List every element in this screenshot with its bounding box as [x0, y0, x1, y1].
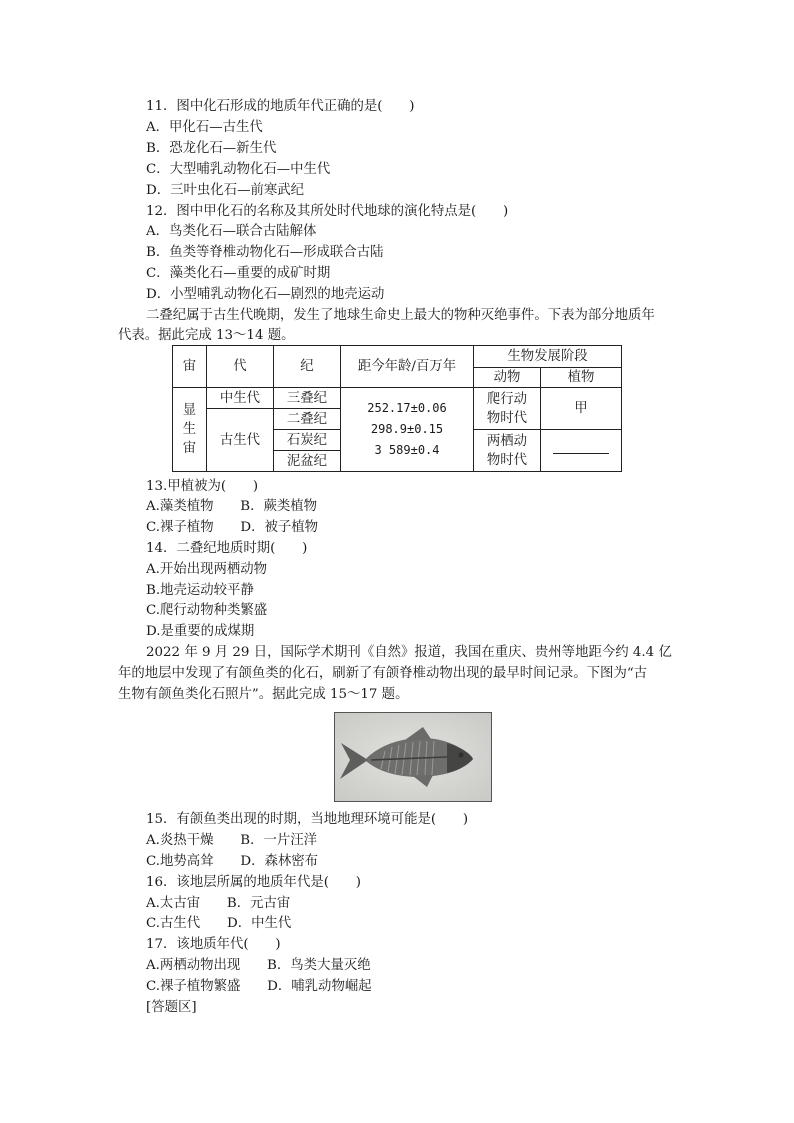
- plant-blank: [541, 430, 622, 472]
- question-11-option-c: C．大型哺乳动物化石—中生代: [146, 162, 331, 177]
- question-15-options-ab: A.炎热干燥 B．一片汪洋: [146, 833, 318, 848]
- animal-reptile-age: [474, 388, 541, 430]
- animal-amphibian-age: [474, 430, 541, 472]
- intro-paragraph-1-line-2: 代表。据此完成 13～14 题。: [118, 328, 295, 343]
- question-11-stem: 11．图中化石形成的地质年代正确的是( ): [146, 99, 415, 114]
- intro-paragraph-2-line-2: 年的地层中发现了有颌鱼类的化石，刷新了有颌脊椎动物出现的最早时间记录。下图为“古: [118, 666, 648, 681]
- question-17-options-cd: C.裸子植物繁盛 D．哺乳动物崛起: [146, 979, 372, 994]
- question-13-options-cd: C.裸子植物 D．被子植物: [146, 520, 319, 535]
- header-plant: 植物: [541, 368, 622, 388]
- question-13-stem: 13.甲植被为( ): [146, 479, 259, 494]
- header-era: 代: [207, 346, 274, 388]
- era-paleozoic: 古生代: [207, 409, 274, 472]
- question-14-option-b: B.地壳运动较平静: [146, 583, 254, 598]
- answer-area-label: [答题区]: [146, 1000, 197, 1015]
- question-15-options-cd: C.地势高耸 D．森林密布: [146, 854, 319, 869]
- intro-paragraph-1-line-1: 二叠纪属于古生代晚期，发生了地球生命史上最大的物种灭绝事件。下表为部分地质年: [146, 308, 655, 323]
- question-12-option-a: A．鸟类化石—联合古陆解体: [146, 224, 317, 239]
- age-value-2: 298.9±0.15: [370, 422, 444, 436]
- fish-fossil-photo: [334, 712, 492, 802]
- plant-jia: 甲: [541, 388, 622, 430]
- eon-char-2: 生: [182, 422, 197, 437]
- period-permian: 二叠纪: [274, 409, 341, 430]
- eon-cell: [173, 388, 207, 472]
- question-14-option-c: C.爬行动物种类繁盛: [146, 603, 268, 618]
- intro-paragraph-2-line-1: 2022 年 9 月 29 日，国际学术期刊《自然》报道，我国在重庆、贵州等地距今约 4.4 亿: [146, 645, 672, 660]
- plant-blank-line: [553, 441, 609, 454]
- question-16-stem: 16．该地层所属的地质年代是( ): [146, 875, 361, 890]
- eon-char-3: 宙: [182, 441, 197, 456]
- question-16-options-cd: C.古生代 D．中生代: [146, 916, 292, 931]
- animal-reptile-line-1: 爬行动: [486, 391, 528, 407]
- question-11-option-a: A．甲化石—古生代: [146, 120, 263, 135]
- question-17-options-ab: A.两栖动物出现 B．鸟类大量灭绝: [146, 958, 371, 973]
- intro-paragraph-2-line-3: 生物有颌鱼类化石照片”。据此完成 15～17 题。: [118, 687, 409, 702]
- question-14-option-d: D.是重要的成煤期: [146, 624, 255, 639]
- period-carboniferous: 石炭纪: [274, 430, 341, 451]
- question-17-stem: 17．该地质年代( ): [146, 937, 281, 952]
- question-12-option-c: C．藻类化石—重要的成矿时期: [146, 266, 331, 281]
- header-animal: 动物: [474, 368, 541, 388]
- question-14-option-a: A.开始出现两栖动物: [146, 562, 268, 577]
- animal-amphibian-line-2: 物时代: [486, 452, 528, 468]
- animal-amphibian-line-1: 两栖动: [486, 433, 528, 449]
- question-13-options-ab: A.藻类植物 B．蕨类植物: [146, 499, 318, 514]
- era-mesozoic: 中生代: [207, 388, 274, 409]
- geologic-time-table: [172, 345, 622, 472]
- question-12-option-b: B．鱼类等脊椎动物化石—形成联合古陆: [146, 245, 384, 260]
- eon-char-1: 显: [182, 403, 197, 418]
- question-15-stem: 15．有颌鱼类出现的时期，当地地理环境可能是( ): [146, 812, 469, 827]
- age-cell: [341, 388, 474, 472]
- header-eon: 宙: [173, 346, 207, 388]
- period-devonian: 泥盆纪: [274, 451, 341, 472]
- question-11-option-b: B．恐龙化石—新生代: [146, 141, 277, 156]
- header-period: 纪: [274, 346, 341, 388]
- question-12-option-d: D．小型哺乳动物化石—剧烈的地壳运动: [146, 287, 385, 302]
- period-triassic: 三叠纪: [274, 388, 341, 409]
- animal-reptile-line-2: 物时代: [486, 410, 528, 426]
- age-value-3: 3 589±0.4: [374, 443, 440, 457]
- header-bio-stage: 生物发展阶段: [474, 346, 622, 368]
- question-14-stem: 14．二叠纪地质时期( ): [146, 541, 308, 556]
- question-11-option-d: D．三叶虫化石—前寒武纪: [146, 183, 305, 198]
- header-age: 距今年龄/百万年: [341, 346, 474, 388]
- question-12-stem: 12．图中甲化石的名称及其所处时代地球的演化特点是( ): [146, 204, 509, 219]
- question-16-options-ab: A.太古宙 B．元古宙: [146, 896, 291, 911]
- age-value-1: 252.17±0.06: [367, 401, 447, 415]
- fish-fossil-image: [335, 713, 491, 801]
